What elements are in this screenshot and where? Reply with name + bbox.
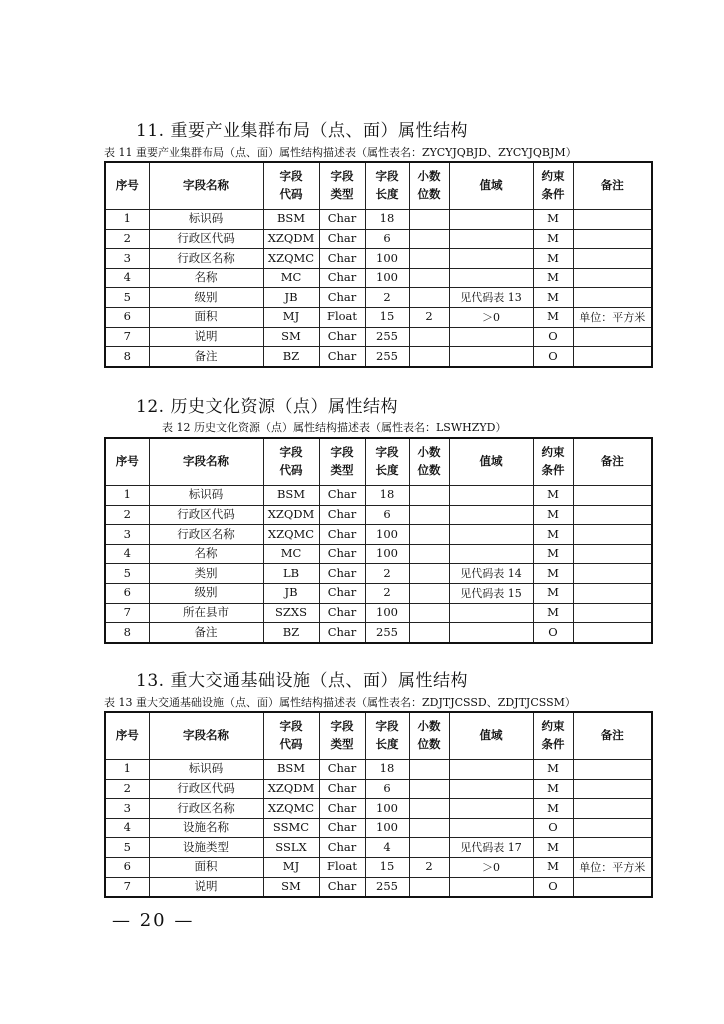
cell-note	[573, 760, 652, 780]
cell-note	[573, 603, 652, 623]
cell-constraint: M	[533, 268, 573, 288]
cell-name: 备注	[149, 623, 263, 643]
cell-no: 4	[105, 544, 149, 564]
column-header-note: 备注	[573, 162, 652, 210]
cell-constraint: M	[533, 307, 573, 327]
cell-constraint: M	[533, 857, 573, 877]
cell-type: Char	[319, 564, 365, 584]
column-header-name: 字段名称	[149, 712, 263, 760]
cell-code: XZQDM	[263, 229, 319, 249]
cell-note	[573, 564, 652, 584]
column-header-decimals: 小数 位数	[409, 438, 449, 486]
cell-name: 设施名称	[149, 818, 263, 838]
cell-code: MJ	[263, 857, 319, 877]
cell-domain	[449, 327, 533, 347]
cell-length: 100	[365, 603, 409, 623]
section-12-heading: 12. 历史文化资源（点）属性结构	[136, 397, 398, 417]
cell-no: 3	[105, 525, 149, 545]
cell-note	[573, 327, 652, 347]
cell-name: 行政区名称	[149, 249, 263, 269]
cell-type: Char	[319, 818, 365, 838]
cell-code: BSM	[263, 210, 319, 230]
table-row	[105, 307, 652, 327]
cell-code: JB	[263, 288, 319, 308]
cell-type: Char	[319, 544, 365, 564]
cell-length: 6	[365, 779, 409, 799]
cell-no: 7	[105, 603, 149, 623]
table-row	[105, 799, 652, 819]
table-row	[105, 877, 652, 897]
cell-constraint: M	[533, 779, 573, 799]
column-header-decimals: 小数 位数	[409, 712, 449, 760]
cell-decimals	[409, 779, 449, 799]
table-13	[104, 711, 653, 898]
cell-length: 255	[365, 623, 409, 643]
column-header-type: 字段 类型	[319, 162, 365, 210]
column-header-code: 字段 代码	[263, 438, 319, 486]
table-row	[105, 623, 652, 643]
table-row	[105, 210, 652, 230]
cell-no: 5	[105, 564, 149, 584]
table-row	[105, 818, 652, 838]
cell-name: 级别	[149, 288, 263, 308]
cell-no: 1	[105, 486, 149, 506]
cell-decimals	[409, 583, 449, 603]
cell-constraint: O	[533, 877, 573, 897]
cell-decimals	[409, 288, 449, 308]
table-11-caption: 表 11 重要产业集群布局（点、面）属性结构描述表（属性表名：ZYCYJQBJD、ZYCYJQBJM）	[104, 146, 577, 159]
cell-no: 4	[105, 268, 149, 288]
cell-length: 2	[365, 288, 409, 308]
cell-name: 所在县市	[149, 603, 263, 623]
cell-name: 行政区代码	[149, 229, 263, 249]
cell-code: MJ	[263, 307, 319, 327]
cell-code: MC	[263, 268, 319, 288]
cell-length: 18	[365, 210, 409, 230]
table-row	[105, 544, 652, 564]
section-11-heading: 11. 重要产业集群布局（点、面）属性结构	[136, 121, 468, 141]
cell-constraint: M	[533, 583, 573, 603]
cell-length: 100	[365, 799, 409, 819]
cell-code: BZ	[263, 623, 319, 643]
column-header-constraint: 约束 条件	[533, 712, 573, 760]
cell-length: 255	[365, 347, 409, 367]
table-row	[105, 249, 652, 269]
cell-type: Char	[319, 583, 365, 603]
table-header-row	[105, 438, 652, 486]
cell-type: Char	[319, 838, 365, 858]
cell-no: 5	[105, 838, 149, 858]
table-12	[104, 437, 653, 644]
cell-no: 4	[105, 818, 149, 838]
column-header-no: 序号	[105, 438, 149, 486]
cell-constraint: O	[533, 623, 573, 643]
cell-domain	[449, 249, 533, 269]
cell-type: Char	[319, 760, 365, 780]
table-row	[105, 838, 652, 858]
cell-name: 设施类型	[149, 838, 263, 858]
cell-length: 15	[365, 307, 409, 327]
column-header-no: 序号	[105, 712, 149, 760]
cell-no: 7	[105, 877, 149, 897]
table-row	[105, 327, 652, 347]
cell-constraint: M	[533, 838, 573, 858]
table-row	[105, 779, 652, 799]
cell-code: SM	[263, 877, 319, 897]
cell-code: XZQMC	[263, 249, 319, 269]
cell-type: Char	[319, 249, 365, 269]
cell-decimals	[409, 877, 449, 897]
cell-decimals	[409, 564, 449, 584]
cell-type: Char	[319, 505, 365, 525]
cell-domain	[449, 210, 533, 230]
cell-name: 标识码	[149, 760, 263, 780]
cell-type: Char	[319, 603, 365, 623]
cell-name: 名称	[149, 268, 263, 288]
cell-no: 1	[105, 760, 149, 780]
cell-length: 4	[365, 838, 409, 858]
cell-constraint: M	[533, 799, 573, 819]
cell-constraint: M	[533, 544, 573, 564]
cell-name: 备注	[149, 347, 263, 367]
cell-decimals	[409, 486, 449, 506]
cell-name: 级别	[149, 583, 263, 603]
cell-no: 1	[105, 210, 149, 230]
cell-constraint: O	[533, 347, 573, 367]
cell-code: XZQMC	[263, 525, 319, 545]
cell-decimals	[409, 603, 449, 623]
cell-name: 行政区名称	[149, 525, 263, 545]
cell-constraint: M	[533, 288, 573, 308]
cell-note: 单位：平方米	[573, 307, 652, 327]
cell-type: Char	[319, 268, 365, 288]
cell-decimals	[409, 327, 449, 347]
cell-note	[573, 268, 652, 288]
cell-name: 面积	[149, 857, 263, 877]
cell-domain	[449, 877, 533, 897]
cell-note	[573, 249, 652, 269]
cell-length: 18	[365, 760, 409, 780]
cell-code: XZQDM	[263, 505, 319, 525]
cell-decimals	[409, 347, 449, 367]
cell-length: 100	[365, 249, 409, 269]
cell-name: 标识码	[149, 486, 263, 506]
cell-code: BSM	[263, 486, 319, 506]
cell-name: 类别	[149, 564, 263, 584]
column-header-constraint: 约束 条件	[533, 162, 573, 210]
cell-domain: 见代码表 15	[449, 583, 533, 603]
cell-no: 3	[105, 799, 149, 819]
cell-domain	[449, 347, 533, 367]
cell-constraint: M	[533, 210, 573, 230]
cell-domain: 见代码表 13	[449, 288, 533, 308]
cell-note	[573, 288, 652, 308]
table-row	[105, 486, 652, 506]
column-header-type: 字段 类型	[319, 438, 365, 486]
cell-code: MC	[263, 544, 319, 564]
cell-no: 2	[105, 229, 149, 249]
cell-type: Float	[319, 857, 365, 877]
cell-domain	[449, 505, 533, 525]
cell-type: Char	[319, 347, 365, 367]
table-row	[105, 564, 652, 584]
column-header-domain: 值域	[449, 438, 533, 486]
cell-domain	[449, 818, 533, 838]
column-header-length: 字段 长度	[365, 438, 409, 486]
cell-no: 6	[105, 307, 149, 327]
cell-decimals	[409, 838, 449, 858]
column-header-name: 字段名称	[149, 162, 263, 210]
cell-note	[573, 525, 652, 545]
cell-length: 18	[365, 486, 409, 506]
table-12-caption: 表 12 历史文化资源（点）属性结构描述表（属性表名：LSWHZYD）	[162, 421, 507, 434]
cell-code: SSMC	[263, 818, 319, 838]
cell-name: 行政区代码	[149, 779, 263, 799]
column-header-length: 字段 长度	[365, 162, 409, 210]
table-13-caption: 表 13 重大交通基础设施（点、面）属性结构描述表（属性表名：ZDJTJCSSD、ZDJTJCSSM）	[104, 696, 576, 709]
column-header-domain: 值域	[449, 162, 533, 210]
table-row	[105, 347, 652, 367]
cell-length: 100	[365, 544, 409, 564]
cell-decimals	[409, 623, 449, 643]
cell-domain	[449, 486, 533, 506]
table-row	[105, 525, 652, 545]
cell-name: 面积	[149, 307, 263, 327]
cell-note: 单位：平方米	[573, 857, 652, 877]
cell-decimals	[409, 249, 449, 269]
cell-type: Char	[319, 525, 365, 545]
cell-note	[573, 544, 652, 564]
cell-constraint: M	[533, 564, 573, 584]
cell-domain: 见代码表 14	[449, 564, 533, 584]
cell-decimals	[409, 799, 449, 819]
cell-no: 8	[105, 347, 149, 367]
column-header-length: 字段 长度	[365, 712, 409, 760]
table-header-row	[105, 162, 652, 210]
cell-domain	[449, 525, 533, 545]
cell-constraint: M	[533, 486, 573, 506]
cell-code: BZ	[263, 347, 319, 367]
cell-note	[573, 210, 652, 230]
cell-domain	[449, 779, 533, 799]
cell-domain	[449, 760, 533, 780]
cell-decimals	[409, 505, 449, 525]
column-header-decimals: 小数 位数	[409, 162, 449, 210]
column-header-code: 字段 代码	[263, 712, 319, 760]
table-row	[105, 603, 652, 623]
cell-type: Char	[319, 779, 365, 799]
table-row	[105, 857, 652, 877]
cell-constraint: M	[533, 525, 573, 545]
table-header-row	[105, 712, 652, 760]
cell-length: 6	[365, 505, 409, 525]
cell-constraint: M	[533, 229, 573, 249]
cell-note	[573, 505, 652, 525]
cell-type: Char	[319, 327, 365, 347]
cell-domain: ＞0	[449, 307, 533, 327]
cell-decimals	[409, 210, 449, 230]
cell-type: Char	[319, 799, 365, 819]
column-header-type: 字段 类型	[319, 712, 365, 760]
cell-length: 255	[365, 327, 409, 347]
cell-type: Char	[319, 623, 365, 643]
cell-length: 100	[365, 525, 409, 545]
cell-no: 6	[105, 583, 149, 603]
cell-no: 6	[105, 857, 149, 877]
cell-note	[573, 818, 652, 838]
cell-length: 100	[365, 818, 409, 838]
cell-note	[573, 877, 652, 897]
cell-no: 3	[105, 249, 149, 269]
cell-domain	[449, 799, 533, 819]
cell-constraint: M	[533, 249, 573, 269]
cell-code: BSM	[263, 760, 319, 780]
cell-note	[573, 583, 652, 603]
cell-code: LB	[263, 564, 319, 584]
table-11	[104, 161, 653, 368]
cell-length: 6	[365, 229, 409, 249]
cell-decimals	[409, 544, 449, 564]
column-header-domain: 值域	[449, 712, 533, 760]
cell-note	[573, 623, 652, 643]
cell-domain	[449, 544, 533, 564]
column-header-constraint: 约束 条件	[533, 438, 573, 486]
cell-constraint: O	[533, 327, 573, 347]
cell-domain	[449, 229, 533, 249]
cell-decimals	[409, 268, 449, 288]
cell-code: SSLX	[263, 838, 319, 858]
page-number: — 20 —	[112, 910, 195, 931]
cell-domain: 见代码表 17	[449, 838, 533, 858]
cell-domain	[449, 268, 533, 288]
cell-no: 7	[105, 327, 149, 347]
cell-type: Char	[319, 210, 365, 230]
cell-length: 2	[365, 583, 409, 603]
cell-no: 8	[105, 623, 149, 643]
cell-constraint: M	[533, 505, 573, 525]
cell-length: 255	[365, 877, 409, 897]
cell-constraint: O	[533, 818, 573, 838]
cell-name: 行政区代码	[149, 505, 263, 525]
cell-domain	[449, 603, 533, 623]
cell-constraint: M	[533, 760, 573, 780]
cell-note	[573, 347, 652, 367]
cell-code: XZQMC	[263, 799, 319, 819]
column-header-note: 备注	[573, 712, 652, 760]
table-row	[105, 229, 652, 249]
table-row	[105, 505, 652, 525]
column-header-name: 字段名称	[149, 438, 263, 486]
cell-decimals	[409, 525, 449, 545]
cell-decimals	[409, 818, 449, 838]
column-header-no: 序号	[105, 162, 149, 210]
cell-no: 5	[105, 288, 149, 308]
cell-name: 标识码	[149, 210, 263, 230]
cell-no: 2	[105, 779, 149, 799]
cell-note	[573, 229, 652, 249]
cell-length: 2	[365, 564, 409, 584]
cell-code: SZXS	[263, 603, 319, 623]
cell-no: 2	[105, 505, 149, 525]
cell-name: 说明	[149, 877, 263, 897]
table-row	[105, 760, 652, 780]
column-header-note: 备注	[573, 438, 652, 486]
cell-type: Char	[319, 877, 365, 897]
cell-note	[573, 838, 652, 858]
cell-code: XZQDM	[263, 779, 319, 799]
section-13-heading: 13. 重大交通基础设施（点、面）属性结构	[136, 671, 468, 691]
cell-name: 名称	[149, 544, 263, 564]
table-row	[105, 583, 652, 603]
cell-length: 15	[365, 857, 409, 877]
cell-name: 行政区名称	[149, 799, 263, 819]
cell-type: Float	[319, 307, 365, 327]
cell-code: SM	[263, 327, 319, 347]
cell-code: JB	[263, 583, 319, 603]
table-row	[105, 288, 652, 308]
cell-decimals: 2	[409, 307, 449, 327]
cell-note	[573, 779, 652, 799]
cell-type: Char	[319, 486, 365, 506]
column-header-code: 字段 代码	[263, 162, 319, 210]
cell-domain	[449, 623, 533, 643]
cell-constraint: M	[533, 603, 573, 623]
cell-name: 说明	[149, 327, 263, 347]
cell-decimals: 2	[409, 857, 449, 877]
cell-decimals	[409, 760, 449, 780]
table-row	[105, 268, 652, 288]
cell-domain: ＞0	[449, 857, 533, 877]
cell-type: Char	[319, 288, 365, 308]
cell-note	[573, 799, 652, 819]
cell-type: Char	[319, 229, 365, 249]
cell-decimals	[409, 229, 449, 249]
cell-length: 100	[365, 268, 409, 288]
cell-note	[573, 486, 652, 506]
